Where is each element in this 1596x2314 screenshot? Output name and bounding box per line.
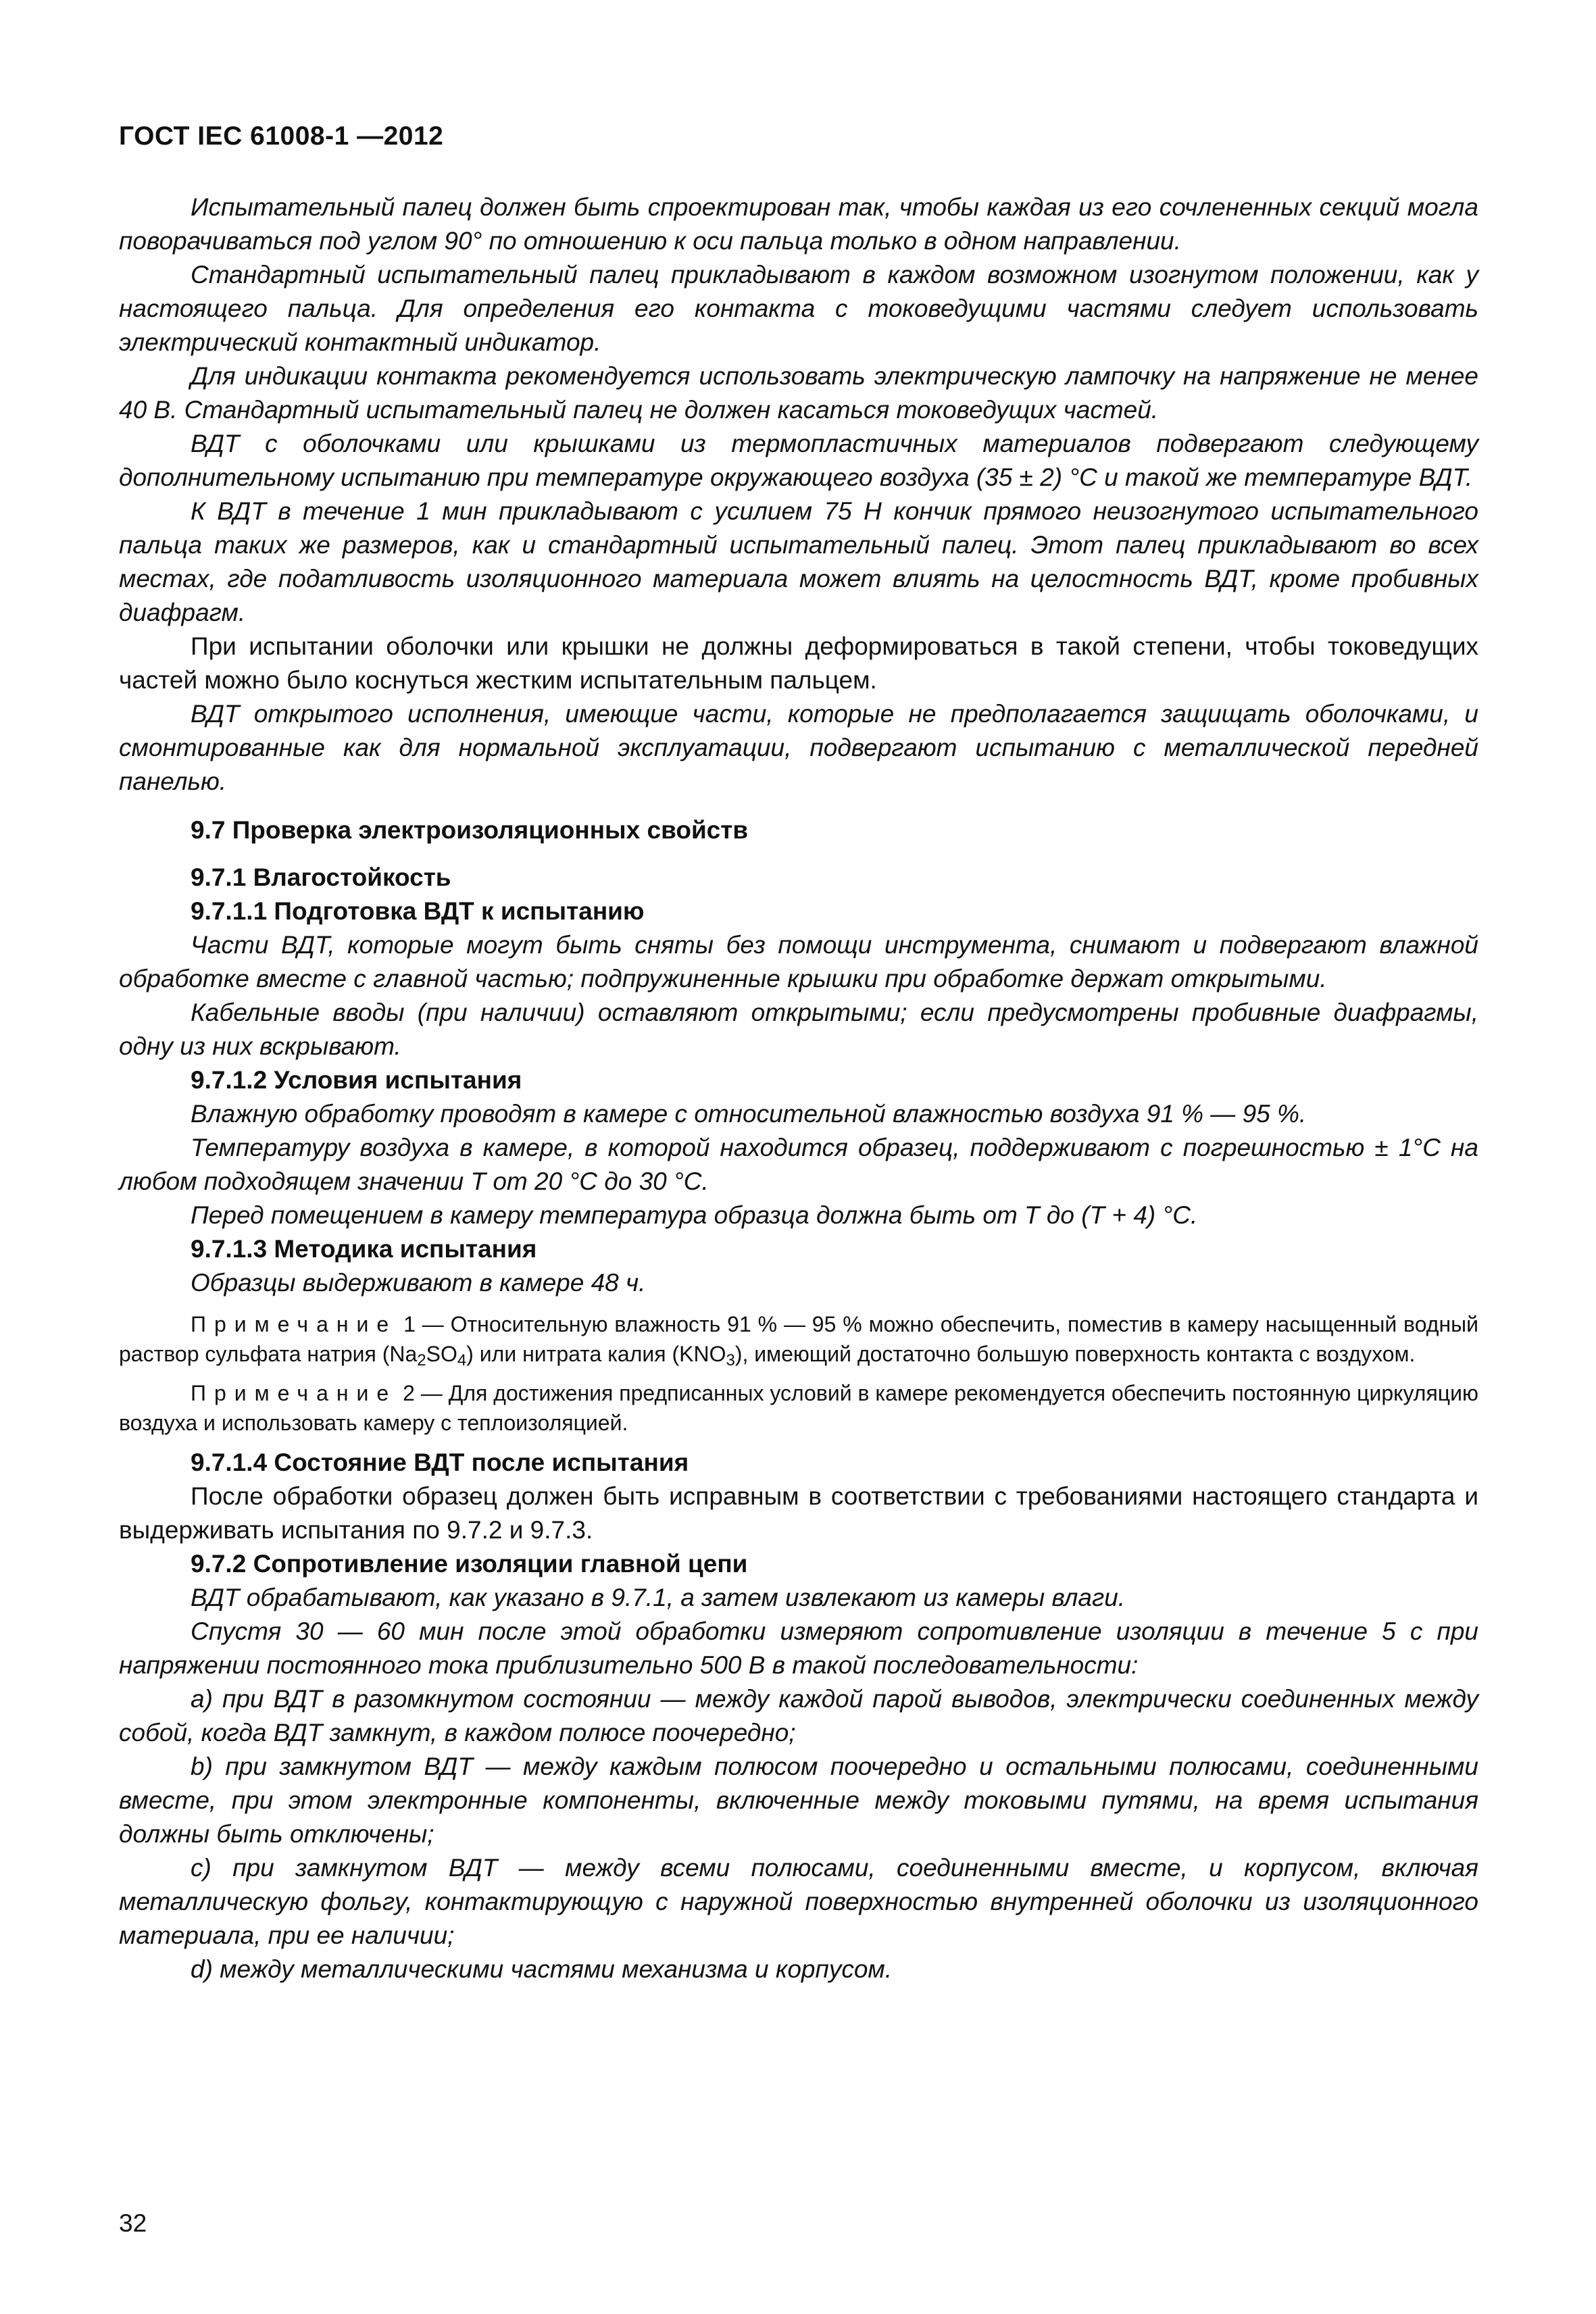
paragraph: Температуру воздуха в камере, в которой находится образец, поддерживают с погрешностью ± 1°С на любом подходящем значении Т от 20 °С до 30 °С. <box>119 1134 1478 1195</box>
paragraph: Влажную обработку проводят в камере с относительной влажностью воздуха 91 % — 95 %. <box>191 1100 1307 1128</box>
section-heading-9-7-1: 9.7.1 Влагостойкость <box>191 863 451 891</box>
note-2 <box>119 1378 1478 1438</box>
document-page <box>119 122 1478 1986</box>
note-label: Примечание <box>191 1312 397 1336</box>
paragraph: Испытательный палец должен быть спроектирован так, чтобы каждая из его сочлененных секций могла поворачиваться под углом 90° по отношению к оси пальца только в одном направлении. <box>119 193 1478 255</box>
note-number: 1 — <box>397 1312 451 1336</box>
paragraph: Спустя 30 — 60 мин после этой обработки измеряют сопротивление изоляции в течение 5 с при напряжении постоянного тока приблизительно 500 В в такой последовательности: <box>119 1617 1478 1679</box>
subscript: 2 <box>417 1351 426 1369</box>
paragraph: Части ВДТ, которые могут быть сняты без помощи инструмента, снимают и подвергают влажной обработке вместе с главной частью; подпружиненные крышки при обработке держат открытыми. <box>119 931 1478 992</box>
paragraph: ВДТ открытого исполнения, имеющие части, которые не предполагается защищать оболочками, и смонтированные как для нормальной эксплуатации, подвергают испытанию с металлической передней панелью. <box>119 700 1478 795</box>
paragraph: Перед помещением в камеру температура образца должна быть от Т до (Т + 4) °С. <box>191 1201 1198 1229</box>
section-heading-9-7-1-3: 9.7.1.3 Методика испытания <box>191 1235 537 1263</box>
note-text: ), имеющий достаточно большую поверхность контакта с воздухом. <box>734 1342 1416 1366</box>
section-heading-9-7-1-2: 9.7.1.2 Условия испытания <box>191 1066 522 1094</box>
subscript: 3 <box>726 1351 735 1369</box>
list-item: b) при замкнутом ВДТ — между каждым полюсом поочередно и остальными полюсами, соединенными вместе, при этом электронные компоненты, включенные между токовыми путями, на время испытания должны быть отключены; <box>119 1753 1478 1848</box>
note-1 <box>119 1309 1478 1369</box>
note-text: SO <box>426 1342 457 1366</box>
note-text: Относительную влажность 91 % — 95 % можно обеспечить, поместив в камеру насыщенный водный раствор сульфата натрия (Na <box>119 1312 1479 1366</box>
note-number: 2 — <box>397 1381 449 1405</box>
document-header: ГОСТ IEC 61008-1 —2012 <box>119 122 444 151</box>
paragraph: После обработки образец должен быть исправным в соответствии с требованиями настоящего стандарта и выдерживать испытания по 9.7.2 и 9.7.3. <box>119 1482 1478 1544</box>
list-item: с) при замкнутом ВДТ — между всеми полюсами, соединенными вместе, и корпусом, включая металлическую фольгу, контактирующую с наружной поверхностью внутренней оболочки из изоляционного материала, при ее наличии; <box>119 1854 1478 1949</box>
paragraph: Стандартный испытательный палец прикладывают в каждом возможном изогнутом положении, как у настоящего пальца. Для определения его контакта с токоведущими частями следует использовать электрический контактный индикатор. <box>119 261 1478 356</box>
section-heading-9-7-2: 9.7.2 Сопротивление изоляции главной цепи <box>191 1550 748 1578</box>
note-label: Примечание <box>191 1381 397 1405</box>
paragraph: Образцы выдерживают в камере 48 ч. <box>191 1269 646 1297</box>
list-item: d) между металлическими частями механизма и корпусом. <box>191 1955 893 1983</box>
subscript: 4 <box>457 1351 467 1369</box>
paragraph: ВДТ обрабатывают, как указано в 9.7.1, а затем извлекают из камеры влаги. <box>191 1584 1126 1611</box>
paragraph: К ВДТ в течение 1 мин прикладывают с усилием 75 Н кончик прямого неизогнутого испытательного пальца таких же размеров, как и стандартный испытательный палец. Этот палец прикладывают во всех местах, где податливость изоляционного материала может влиять на целостность ВДТ, кроме пробивных диафрагм. <box>119 497 1478 626</box>
paragraph: При испытании оболочки или крышки не должны деформироваться в такой степени, чтобы токоведущих частей можно было коснуться жестким испытательным пальцем. <box>119 632 1478 694</box>
paragraph: Для индикации контакта рекомендуется использовать электрическую лампочку на напряжение не менее 40 В. Стандартный испытательный палец не должен касаться токоведущих частей. <box>119 362 1478 424</box>
section-heading-9-7-1-4: 9.7.1.4 Состояние ВДТ после испытания <box>191 1449 689 1476</box>
section-heading-9-7: 9.7 Проверка электроизоляционных свойств <box>191 816 749 844</box>
note-text: ) или нитрата калия (KNO <box>466 1342 726 1366</box>
list-item: а) при ВДТ в разомкнутом состоянии — между каждой парой выводов, электрически соединенных между собой, когда ВДТ замкнут, в каждом полюсе поочередно; <box>119 1685 1478 1746</box>
paragraph: Кабельные вводы (при наличии) оставляют открытыми; если предусмотрены пробивные диафрагмы, одну из них вскрывают. <box>119 999 1478 1060</box>
section-heading-9-7-1-1: 9.7.1.1 Подготовка ВДТ к испытанию <box>191 897 645 925</box>
note-text: Для достижения предписанных условий в камере рекомендуется обеспечить постоянную циркуляцию воздуха и использовать камеру с теплоизоляцией. <box>119 1381 1478 1435</box>
page-number: 32 <box>119 2209 147 2237</box>
paragraph: ВДТ с оболочками или крышками из термопластичных материалов подвергают следующему дополнительному испытанию при температуре окружающего воздуха (35 ± 2) °С и такой же температуре ВДТ. <box>119 430 1478 491</box>
